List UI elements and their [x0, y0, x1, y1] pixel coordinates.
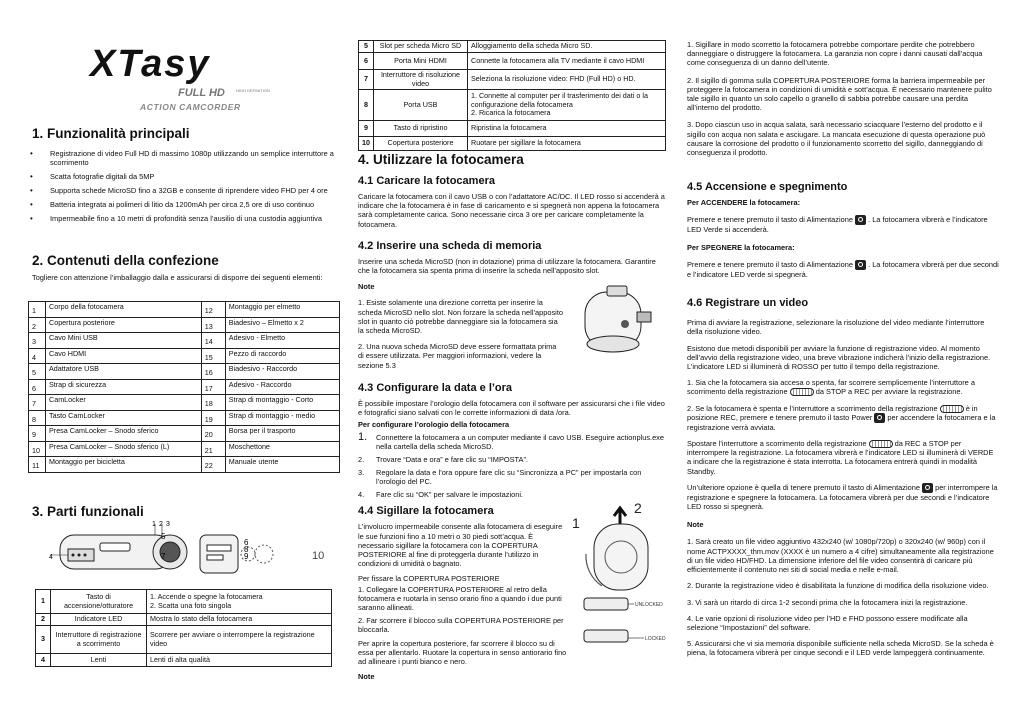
list-item: • Batteria integrata ai polimeri di litio da 1200mAh per circa 2,5 ore di uso continuo — [28, 200, 340, 209]
item-number: 10 — [29, 441, 46, 457]
step-text: Fare clic su “OK” per salvare le impostazioni. — [376, 490, 524, 500]
power-button-icon — [922, 483, 933, 493]
power-button-icon — [855, 260, 866, 270]
note-label: Note — [358, 282, 375, 292]
item-number: 21 — [201, 441, 225, 457]
part-number: 2 — [36, 614, 51, 626]
part-name: Interruttore di registrazione a scorrimento — [51, 626, 147, 654]
step-number: 2. — [358, 455, 365, 465]
item-number: 16 — [201, 364, 225, 380]
parts-table — [35, 589, 332, 667]
camera-parts-illustration — [40, 521, 330, 583]
item-number: 3 — [29, 333, 46, 349]
subsection-title: 4.4 Sigillare la fotocamera — [358, 505, 494, 518]
record-stop-a: Spostare l’interruttore a scorrimento della registrazione — [687, 439, 867, 449]
seal-step-2: 2. Far scorrere il blocco sulla COPERTURA POSTERIORE per bloccarla. — [358, 616, 564, 635]
seal-note-3: 3. Dopo ciascun uso in acqua salata, sarà necessario sciacquare l’esterno del prodotto e il sigillo con acqua non salata e asciugare. La mancata esecuzione di questa operazione può causare la corrosione del prodotto o il funzionamento scorretto del sigillo, danneggiando di conseguenza il prodotto. — [687, 120, 986, 158]
list-item: • Registrazione di video Full HD di massimo 1080p utilizzando un semplice interruttore a scorrimento — [28, 149, 340, 167]
features-list — [28, 149, 340, 223]
table-row — [29, 441, 340, 457]
record-method-1 — [687, 378, 999, 396]
callout-7: 7 — [161, 552, 166, 561]
item-name: Tasto CamLocker — [46, 410, 202, 426]
step-number: 3. — [358, 468, 365, 478]
datetime-subtitle: Per configurare l’orologio della fotocamera — [358, 420, 510, 430]
subsection-title: 4.6 Registrare un video — [687, 297, 809, 310]
logo-badge: FULL HD — [178, 87, 225, 99]
seal-note-1: 1. Sigillare in modo scorretto la fotocamera potrebbe comportare perdite che potrebbero danneggiare o distruggere la fotocamera. La garanzia non copre i danni causati dall’acqua come conseguenza di un danno dell’utente. — [687, 40, 983, 68]
item-name: Presa CamLocker – Snodo sferico (L) — [46, 441, 202, 457]
callout-2: 2 — [159, 521, 163, 528]
list-item — [358, 455, 666, 464]
part-number: 10 — [359, 137, 374, 151]
item-number: 14 — [201, 333, 225, 349]
parts-table-continued — [358, 40, 666, 151]
list-item — [358, 468, 666, 486]
table-row — [29, 457, 340, 473]
logo-badge-sub: HIGH DEFINITION — [236, 88, 270, 93]
part-description: Mostra lo stato della fotocamera — [147, 614, 332, 626]
record-methods: Esistono due metodi disponibili per avviare la funzione di registrazione video. Al momento dell’avvio della registrazione video, una breve vibrazione indicherà l’inizio della registrazione. L’indicatore LED si illuminerà di ROSSO per tutto il tempo della registrazione. — [687, 343, 991, 371]
note-label: Note — [687, 520, 704, 530]
item-name: Manuale utente — [225, 457, 339, 473]
logo-tagline: ACTION CAMCORDER — [140, 102, 241, 112]
power-on-text — [687, 215, 999, 234]
power-button-icon — [855, 215, 866, 225]
section-title: 1. Funzionalità principali — [32, 126, 190, 141]
list-item: • Scatta fotografie digitali da 5MP — [28, 172, 340, 181]
power-on-text-a: Premere e tenere premuto il tasto di Alimentazione — [687, 215, 853, 225]
memory-text: Inserire una scheda MicroSD (non in dotazione) prima di utilizzare la fotocamera. Garantire che la fotocamera sia spenta prima di inserire la scheda nell’apposito slot. — [358, 256, 656, 276]
list-item — [358, 490, 666, 499]
section-package — [28, 253, 340, 473]
memory-note-1: 1. Esiste solamente una direzione corretta per inserire la scheda MicroSD nello slot. Non forzare la scheda nell’apposito slot in quanto ciò potrebbe danneggiare sia la fotocamera sia la scheda MicroSD. — [358, 298, 563, 336]
table-row — [36, 654, 332, 667]
step-text: Regolare la data e l’ora oppure fare clic su “Sincronizza a PC” per impostarla con l’orologio del PC. — [376, 468, 642, 487]
part-number: 8 — [359, 90, 374, 121]
record-stop-alt-a: Un’ulteriore opzione è quella di tenere premuto il tasto di Alimentazione — [687, 482, 920, 492]
note-label: Note — [358, 672, 375, 682]
item-name: Presa CamLocker – Snodo sferico — [46, 426, 202, 442]
item-name: Adattatore USB — [46, 364, 202, 380]
package-intro: Togliere con attenzione l’imballaggio dalla e assicurarsi di disporre dei seguenti elementi: — [32, 273, 323, 282]
record-method-1-b: da STOP a REC per avviare la registrazione. — [815, 387, 963, 397]
part-description: Ripristina la fotocamera — [468, 121, 666, 137]
part-name: Porta Mini HDMI — [374, 53, 468, 70]
item-number: 15 — [201, 348, 225, 364]
table-row — [29, 317, 340, 333]
part-name: Copertura posteriore — [374, 137, 468, 151]
table-row — [36, 626, 332, 654]
item-name: Biadesivo - Raccordo — [225, 364, 339, 380]
slider-switch-icon — [940, 405, 964, 413]
callout-10: 10 — [312, 550, 325, 562]
section-title: 4. Utilizzare la fotocamera — [358, 152, 524, 167]
item-name: Strap di sicurezza — [46, 379, 202, 395]
item-name: Corpo della fotocamera — [46, 302, 202, 318]
part-name: Interruttore di risoluzione video — [374, 70, 468, 90]
item-number: 1 — [29, 302, 46, 318]
table-row — [36, 590, 332, 614]
subsection-title: 4.5 Accensione e spegnimento — [687, 181, 848, 194]
section-title: 2. Contenuti della confezione — [32, 253, 219, 268]
part-name: Slot per scheda Micro SD — [374, 41, 468, 53]
table-row — [359, 70, 666, 90]
record-note-1: 1. Sarà creato un file video aggiuntivo 432x240 (w/ 1080p/720p) o 320x240 (w/ 960p) con il nome ACTPXXXX_thm.mov (XXXX è un numero a 4 cifre) simultaneamente alla registrazione di un file video HD/FHD. La dimensione inferiore del file video consentirà di caricare più efficientemente il contenuto nei siti di social media e nelle e-mail. — [687, 537, 994, 575]
part-description: Connette la fotocamera alla TV mediante il cavo HDMI — [468, 53, 666, 70]
item-name: Adesivo - Elmetto — [225, 333, 339, 349]
item-number: 9 — [29, 426, 46, 442]
part-name: Lenti — [51, 654, 147, 667]
power-off-text-b: . La fotocamera vibrerà per due secondi e l’indicatore LED verde si spegnerà. — [687, 259, 999, 279]
item-name: Pezzo di raccordo — [225, 348, 339, 364]
table-row — [29, 426, 340, 442]
item-name: Cavo HDMI — [46, 348, 202, 364]
item-name: Biadesivo – Elmetto x 2 — [225, 317, 339, 333]
item-name: Montaggio per elmetto — [225, 302, 339, 318]
table-row — [359, 41, 666, 53]
seal-camera-illustration — [572, 500, 666, 650]
callout-5: 5 — [161, 532, 166, 541]
table-row — [29, 379, 340, 395]
item-name: Moschettone — [225, 441, 339, 457]
record-note-4: 4. Le varie opzioni di risoluzione video per l’HD e FHD possono essere modificate alla selezione “Impostazioni” del software. — [687, 613, 968, 632]
part-description: 1. Accende o spegne la fotocamera 2. Scatta una foto singola — [147, 590, 332, 614]
table-row — [359, 121, 666, 137]
list-item: • Impermeabile fino a 10 metri di profondità senza l’ausilio di una custodia aggiuntiva — [28, 214, 340, 223]
part-description: 1. Connette al computer per il trasferimento dei dati o la configurazione della fotocamera 2. Ricarica la fotocamera — [468, 90, 666, 121]
parts-table-1-wrap — [35, 589, 332, 667]
table-row — [29, 410, 340, 426]
item-number: 4 — [29, 348, 46, 364]
table-row — [29, 302, 340, 318]
step-text: Trovare “Data e ora” e fare clic su “IMPOSTA”. — [376, 455, 528, 465]
list-item — [358, 433, 666, 451]
part-name: Porta USB — [374, 90, 468, 121]
item-number: 13 — [201, 317, 225, 333]
seal-open-text: Per aprire la copertura posteriore, far scorrere il blocco su di essa per allentarlo. Ruotare la copertura in senso antiorario fino ad allineare i punti bianco e nero. — [358, 638, 567, 667]
step-number: 1. — [358, 431, 368, 444]
record-stop — [687, 439, 999, 476]
unlocked-label: UNLOCKED — [635, 602, 663, 608]
seal-subtitle: Per fissare la COPERTURA POSTERIORE — [358, 574, 500, 584]
power-on-text-b: . La fotocamera vibrerà e l’indicatore LED Verde si accenderà. — [687, 215, 988, 235]
record-method-2-a: 2. Se la fotocamera è spenta e l’interruttore a scorrimento della registrazione — [687, 403, 938, 413]
subsection-title: 4.2 Inserire una scheda di memoria — [358, 239, 542, 252]
table-row — [36, 614, 332, 626]
table-row — [29, 395, 340, 411]
seal-step-1: 1. Collegare la COPERTURA POSTERIORE al retro della fotocamera e ruotarla in senso orario fino a quando i due punti saranno allineati. — [358, 584, 562, 613]
callout-6: 6 — [244, 538, 249, 547]
list-item: • Supporta schede MicroSD fino a 32GB e consente di riprendere video FHD per 4 ore — [28, 186, 340, 195]
item-number: 22 — [201, 457, 225, 473]
item-number: 8 — [29, 410, 46, 426]
part-name: Tasto di ripristino — [374, 121, 468, 137]
item-name: Strap di montaggio - Corto — [225, 395, 339, 411]
parts-table-2-wrap — [358, 40, 666, 151]
item-number: 11 — [29, 457, 46, 473]
item-name: Cavo Mini USB — [46, 333, 202, 349]
item-name: Montaggio per bicicletta — [46, 457, 202, 473]
subsection-title: 4.3 Configurare la data e l’ora — [358, 381, 513, 394]
seal-text: L’involucro impermeabile consente alla fotocamera di eseguire le sue funzioni fino a 10 metri o 30 piedi sott’acqua. È necessario sigillare la fotocamera con la COPERTURA POSTERIORE al fine di proteggerla durante l’utilizzo in condizioni di umidità o bagnato. — [358, 522, 563, 569]
item-number: 6 — [29, 379, 46, 395]
table-row — [359, 90, 666, 121]
part-description: Lenti di alta qualità — [147, 654, 332, 667]
power-off-title: Per SPEGNERE la fotocamera: — [687, 242, 795, 252]
part-number: 9 — [359, 121, 374, 137]
section-features — [28, 126, 340, 228]
power-button-icon — [874, 413, 885, 423]
charge-text: Caricare la fotocamera con il cavo USB o con l’adattatore AC/DC. Il LED rosso si accenderà a indicare che la fotocamera è in fase di caricamento e si spegnerà non appena la fotocamera sarà completamente carica. Sono necessarie circa 3 ore per caricare completamente la fotocamera. — [358, 192, 665, 229]
record-stop-alt-b: per interrompere la registrazione e spegnere la fotocamera. La fotocamera vibrerà per due secondi e l’indicatore LED rosso si spegnerà. — [687, 482, 998, 512]
item-name: Borsa per il trasporto — [225, 426, 339, 442]
memory-note-2: 2. Una nuova scheda MicroSD deve essere formattata prima di essere utilizzata. Per maggiori informazioni, vedere la sezione 5.3 — [358, 342, 557, 370]
record-method-2 — [687, 404, 999, 432]
table-row — [359, 53, 666, 70]
step-number: 4. — [358, 490, 365, 500]
power-off-text — [687, 260, 999, 279]
callout-3: 3 — [166, 521, 170, 528]
package-table — [28, 301, 340, 473]
datetime-text: È possibile impostare l’orologio della fotocamera con il software per assicurarsi che i file video e fotografici siano salvati con le corrette informazioni di data /ora. — [358, 398, 665, 418]
record-method-2-c: per accendere la fotocamera e la registrazione verrà avviata. — [687, 412, 996, 432]
slider-switch-icon — [790, 388, 814, 396]
item-number: 17 — [201, 379, 225, 395]
power-on-title: Per ACCENDERE la fotocamera: — [687, 198, 801, 208]
item-number: 20 — [201, 426, 225, 442]
item-number: 5 — [29, 364, 46, 380]
part-name: Indicatore LED — [51, 614, 147, 626]
item-name: CamLocker — [46, 395, 202, 411]
part-description: Scorrere per avviare o interrompere la registrazione video — [147, 626, 332, 654]
part-number: 4 — [36, 654, 51, 667]
section-title: 3. Parti funzionali — [32, 504, 144, 519]
figure-number-2: 2 — [634, 500, 642, 516]
item-number: 19 — [201, 410, 225, 426]
step-text: Connettere la fotocamera a un computer mediante il cavo USB. Eseguire actionplus.exe nella cartella della scheda MicroSD. — [376, 433, 664, 452]
seal-note-2: 2. Il sigillo di gomma sulla COPERTURA POSTERIORE forma la barriera impermeabile per proteggere la fotocamera in condizioni di umidità e sott’acqua. È necessario mantenere pulito tale sigillo in quanto un solo capello o granello di sabbia potrebbe causare una perdita all’interno del prodotto. — [687, 75, 992, 113]
record-note-2: 2. Durante la registrazione video è disabilitata la funzione di modifica della risoluzione video. — [687, 581, 989, 591]
record-stop-alt — [687, 483, 999, 511]
column-3 — [687, 40, 999, 658]
part-number: 5 — [359, 41, 374, 53]
callout-8: 8 — [244, 545, 249, 554]
record-method-2-b: è in posizione REC, premere e tenere premuto il tasto Power — [687, 403, 978, 422]
part-name: Tasto di accensione/otturatore — [51, 590, 147, 614]
callout-4: 4 — [49, 554, 53, 561]
part-number: 7 — [359, 70, 374, 90]
microsd-insert-illustration — [573, 282, 665, 362]
item-name: Strap di montaggio - medio — [225, 410, 339, 426]
xtasy-logo — [84, 40, 294, 118]
callout-1: 1 — [152, 521, 156, 528]
part-number: 3 — [36, 626, 51, 654]
table-row — [29, 364, 340, 380]
part-description: Alloggiamento della scheda Micro SD. — [468, 41, 666, 53]
record-note-3: 3. Vi sarà un ritardo di circa 1-2 secondi prima che la fotocamera inizi la registrazione. — [687, 597, 968, 607]
item-number: 7 — [29, 395, 46, 411]
part-description: Seleziona la risoluzione video: FHD (Full HD) o HD. — [468, 70, 666, 90]
part-description: Ruotare per sigillare la fotocamera — [468, 137, 666, 151]
table-row — [359, 137, 666, 151]
record-intro: Prima di avviare la registrazione, selezionare la risoluzione del video mediante l’interruttore della risoluzione video. — [687, 318, 985, 337]
record-method-1-a: 1. Sia che la fotocamera sia accesa o spenta, far scorrere semplicemente l’interruttore a scorrimento della registrazione — [687, 378, 975, 397]
item-number: 2 — [29, 317, 46, 333]
locked-label: LOCKED — [645, 636, 666, 642]
item-number: 12 — [201, 302, 225, 318]
record-stop-b: da REC a STOP per interrompere la registrazione. La fotocamera vibrerà e l’indicatore LED si illuminerà di VERDE a indicare che la registrazione è stata interrotta. La fotocamera entrerà quindi in modalità Standby. — [687, 439, 994, 476]
part-number: 1 — [36, 590, 51, 614]
table-row — [29, 348, 340, 364]
subsection-title: 4.1 Caricare la fotocamera — [358, 175, 495, 187]
datetime-steps — [358, 433, 666, 499]
item-name: Adesivo - Raccordo — [225, 379, 339, 395]
part-number: 6 — [359, 53, 374, 70]
table-row — [29, 333, 340, 349]
record-note-5: 5. Assicurarsi che vi sia memoria disponibile sufficiente nella scheda MicroSD. Se la scheda è piena, la fotocamera vibrerà per cinque secondi e il LED verde lampeggerà continuamente. — [687, 639, 994, 658]
figure-number-1: 1 — [572, 515, 580, 531]
item-name: Copertura posteriore — [46, 317, 202, 333]
slider-switch-icon — [869, 440, 893, 448]
item-number: 18 — [201, 395, 225, 411]
power-off-text-a: Premere e tenere premuto il tasto di Alimentazione — [687, 259, 853, 269]
callout-9: 9 — [244, 552, 249, 561]
logo-brand: XTasy — [90, 43, 211, 85]
